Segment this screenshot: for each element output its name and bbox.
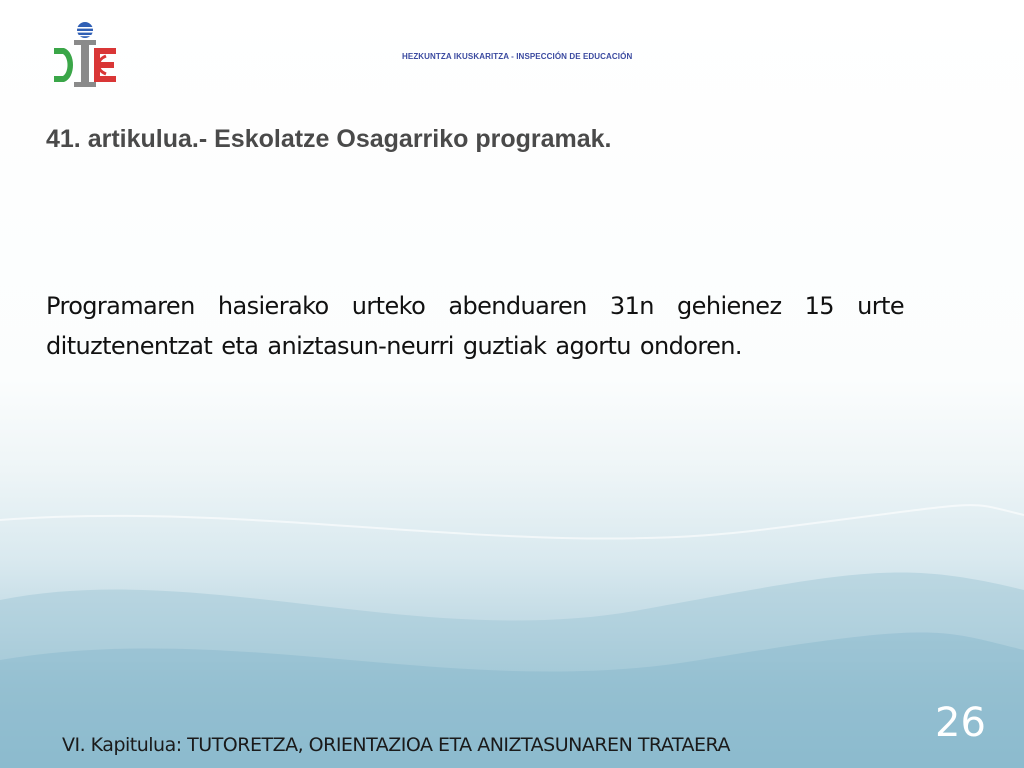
slide-body: Programaren hasierako urteko abenduaren 31n gehienez 15 urte dituztenentzat eta aniztasun-neurri guztiak agortu ondoren.: [46, 292, 904, 360]
slide-title: 41. artikulua.- Eskolatze Osagarriko programak.: [46, 125, 612, 153]
footer-chapter: VI. Kapitulua: TUTORETZA, ORIENTAZIOA ETA ANIZTASUNAREN TRATAERA: [62, 734, 730, 756]
page-number: 26: [935, 700, 986, 746]
header-organization: HEZKUNTZA IKUSKARITZA - INSPECCIÓN DE EDUCACIÓN: [402, 52, 633, 61]
ikuskaritza-logo: [50, 20, 120, 92]
